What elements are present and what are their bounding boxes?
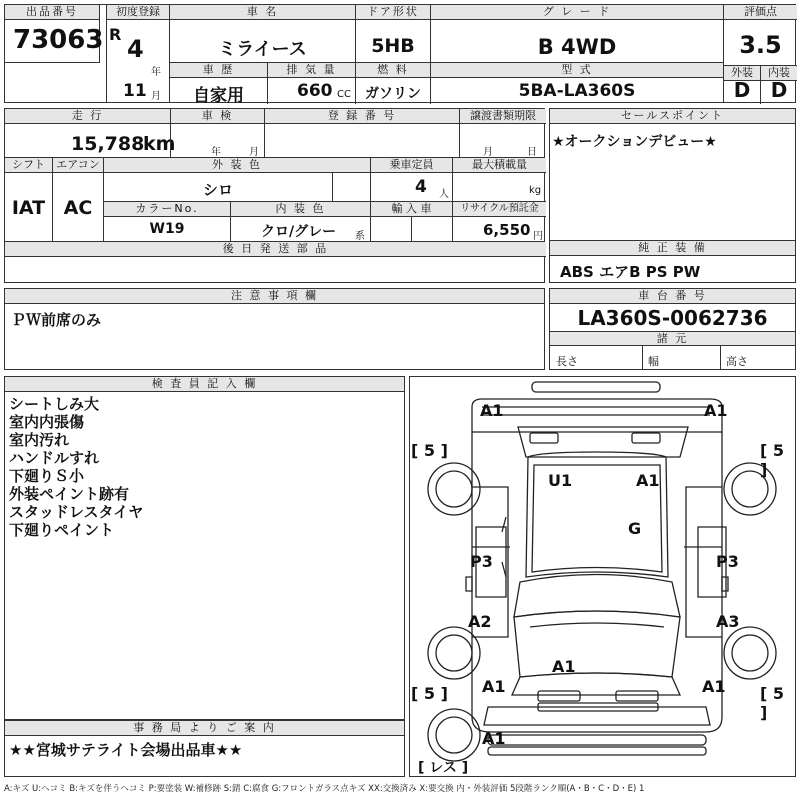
damage-mark: P3 [716, 552, 739, 571]
era: R [109, 25, 122, 44]
fuel: ガソリン [365, 86, 421, 102]
tire-tread: [ 5 ] [411, 684, 448, 703]
interior: クロ/グレー [261, 224, 337, 240]
int-label: 内装 [761, 66, 797, 81]
car-diagram-box [409, 376, 796, 777]
office-text: ★★宮城サテライト会場出品車★★ [9, 741, 243, 759]
legend: A:キズ U:ヘコミ B:キズを伴うヘコミ P:要塗装 W:補修跡 S:錆 C:腐食 G:フロントガラス点キズ XX:交換済み X:要交換 内・外装評価 5段階ランク順(A・B・C・D・E) 1 [4, 784, 645, 794]
km-unit: km [143, 133, 176, 155]
score-label: 評価点 [724, 5, 797, 20]
history: 自家用 [193, 86, 244, 106]
interior-label: 内 装 色 [231, 202, 370, 217]
chassis-box [549, 288, 796, 370]
notes-box [4, 288, 545, 370]
sales-label: セールスポイント [550, 109, 795, 124]
lot-number: 73063 [13, 25, 104, 55]
tire-tread: [ 5 ] [411, 441, 448, 460]
capacity-label: 乗車定員 [371, 158, 452, 173]
inspector-line: 外装ペイント跡有 [9, 485, 130, 503]
length-label: 長さ [556, 355, 578, 368]
recycle-unit: 円 [533, 231, 543, 242]
year-unit: 年 [151, 67, 161, 78]
damage-mark: A1 [480, 401, 504, 420]
capacity-unit: 人 [439, 189, 449, 200]
equipment-label: 純 正 装 備 [550, 241, 795, 256]
damage-mark: A1 [482, 677, 506, 696]
damage-mark: P3 [470, 552, 493, 571]
transfer-day-unit: 日 [527, 147, 537, 158]
first-reg-label: 初度登録 [107, 5, 169, 20]
inspector-line: 下廻りペイント [9, 521, 115, 539]
grade: B 4WD [537, 35, 617, 59]
capacity: 4 [415, 177, 427, 197]
ac-label: エアコン [53, 158, 103, 173]
damage-mark: A1 [704, 401, 728, 420]
recycle: 6,550 [483, 221, 531, 239]
score: 3.5 [739, 31, 782, 59]
reg-year: 4 [127, 35, 144, 63]
history-label: 車 歴 [170, 63, 267, 78]
inspector-line: 下廻りＳ小 [9, 467, 85, 485]
damage-mark: U1 [548, 471, 573, 490]
grade-label: グ レ ー ド [431, 5, 723, 20]
office-box [4, 720, 405, 777]
notes-label: 注 意 事 項 欄 [5, 289, 544, 304]
equipment-text: ABS エアB PS PW [560, 263, 701, 281]
displacement: 660 [297, 81, 333, 101]
damage-mark: A1 [552, 657, 576, 676]
ac: AC [63, 197, 93, 219]
parts-label: 後 日 発 送 部 品 [5, 242, 546, 257]
notes-text: ＰＷ前席のみ [11, 311, 102, 329]
shift-label: シフト [5, 158, 52, 173]
mileage: 15,788 [71, 133, 145, 155]
inspector-line: 室内内張傷 [9, 413, 85, 431]
sales-text: ★オークションデビュー★ [552, 134, 717, 150]
dims-label: 諸 元 [550, 331, 795, 346]
insp-month-unit: 月 [249, 147, 259, 158]
inspector-line: 室内汚れ [9, 431, 70, 449]
car-diagram [410, 377, 795, 776]
inspection-label: 車 検 [171, 109, 264, 124]
month-unit: 月 [151, 91, 161, 102]
shift: IAT [11, 197, 46, 219]
details-block [4, 108, 545, 283]
import-label: 輸 入 車 [371, 202, 452, 217]
chassis-number: LA360S-0062736 [577, 306, 768, 330]
load-label: 最大積載量 [453, 158, 546, 173]
inspector-box [4, 376, 405, 720]
insp-year-unit: 年 [211, 147, 221, 158]
equipment-box [549, 240, 796, 283]
damage-mark: A1 [636, 471, 660, 490]
damage-mark: A1 [702, 677, 726, 696]
height-label: 高さ [726, 355, 748, 368]
mileage-label: 走 行 [5, 109, 170, 124]
office-label: 事 務 局 よ り ご 案 内 [5, 721, 404, 736]
tire-tread: [ 5 ] [760, 441, 785, 479]
chassis-label: 車 台 番 号 [550, 289, 795, 304]
inspector-line: シートしみ大 [9, 395, 100, 413]
ext-score: D [733, 78, 751, 102]
colorno-label: カラーNo. [104, 202, 230, 217]
inspector-lines [9, 395, 143, 539]
width-label: 幅 [648, 355, 659, 368]
door-label: ドア形状 [356, 5, 430, 20]
damage-mark: G [628, 519, 642, 538]
inspector-label: 検 査 員 記 入 欄 [5, 377, 404, 392]
car-name: ミライース [218, 39, 307, 60]
inspector-line: スタッドレスタイヤ [9, 503, 144, 521]
car-name-label: 車 名 [170, 5, 355, 20]
reg-month: 11 [123, 81, 147, 101]
inspector-line: ハンドルすれ [9, 449, 100, 467]
model-label: 型 式 [431, 63, 723, 78]
color-label: 外 装 色 [104, 158, 370, 173]
transfer-label: 譲渡書類期限 [460, 109, 546, 124]
displacement-label: 排 気 量 [268, 63, 355, 78]
color: シロ [202, 181, 233, 199]
damage-mark: A3 [716, 612, 740, 631]
regno-label: 登 録 番 号 [265, 109, 459, 124]
colorno: W19 [149, 221, 185, 237]
lot-label: 出品番号 [5, 5, 99, 20]
interior-suffix: 系 [355, 231, 365, 242]
cc-unit: CC [337, 89, 351, 100]
load-unit: kg [529, 185, 542, 196]
tire-tread: [ 5 ] [760, 684, 785, 722]
damage-mark: A2 [468, 612, 492, 631]
door-type: 5HB [371, 35, 415, 57]
sales-box [549, 108, 796, 255]
ext-label: 外装 [724, 66, 760, 81]
header-block [4, 4, 796, 106]
int-score: D [770, 78, 788, 102]
spare-tire: [ レス ] [418, 760, 469, 776]
damage-mark: A1 [482, 729, 506, 748]
model-code: 5BA-LA360S [518, 81, 636, 101]
recycle-label: リサイクル預託金 [453, 202, 546, 217]
fuel-label: 燃 料 [356, 63, 430, 78]
lot-cell [5, 5, 104, 62]
transfer-month-unit: 月 [483, 147, 493, 158]
